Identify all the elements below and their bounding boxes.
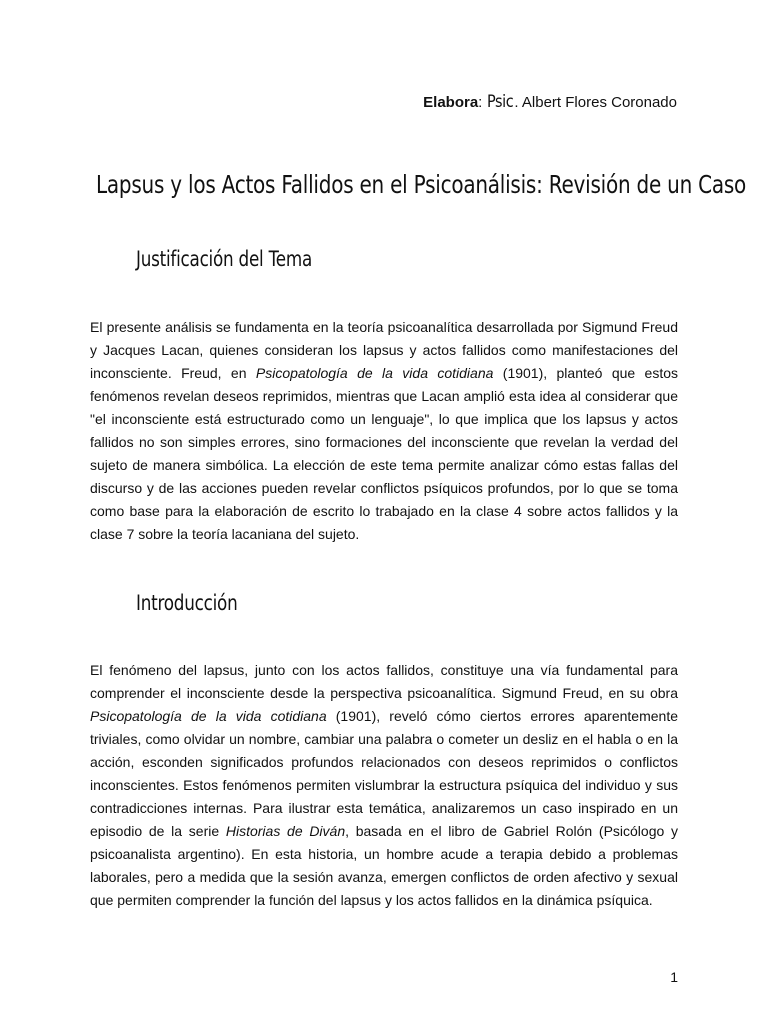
section-heading-introduccion: Introducción bbox=[136, 591, 238, 615]
author-name: . Albert Flores Coronado bbox=[514, 94, 677, 111]
document-title: Lapsus y los Actos Fallidos en el Psicoanálisis: Revisión de un Caso bbox=[96, 170, 747, 199]
book-title-italic: Psicopatología de la vida cotidiana bbox=[90, 708, 327, 724]
author-line bbox=[423, 91, 677, 114]
section-heading-justificacion: Justificación del Tema bbox=[136, 247, 313, 271]
paragraph-text: El presente análisis se fundamenta en la teoría psicoanalítica desarrollada por Sigmund Freud y Jacques Lacan, quienes consideran los lapsus y actos fallidos como manifestaciones del inconsciente. Freud, en bbox=[90, 319, 678, 381]
paragraph-text: , basada en el libro de Gabriel Rolón (Psicólogo y psicoanalista argentino). En esta historia, un hombre acude a terapia debido a problemas laborales, pero a medida que la sesión avanza, emergen conflictos de orden afectivo y sexual que permiten comprender la función del lapsus y los actos fallidos en la dinámica psíquica. bbox=[90, 823, 678, 908]
book-title-italic: Psicopatología de la vida cotidiana bbox=[255, 365, 494, 381]
paragraph-text: El fenómeno del lapsus, junto con los actos fallidos, constituye una vía fundamental para comprender el inconsciente desde la perspectiva psicoanalítica. Sigmund Freud, en su obra bbox=[90, 662, 678, 701]
paragraph-introduccion bbox=[90, 659, 678, 912]
page-number: 1 bbox=[670, 969, 678, 985]
paragraph-text: (1901), planteó que estos fenómenos revelan deseos reprimidos, mientras que Lacan amplió esta idea al considerar que "el inconsciente está estructurado como un lenguaje", lo que implica que los lapsus y actos fallidos no son simples errores, sino formaciones del inconsciente que revelan la verdad del sujeto de manera simbólica. La elección de este tema permite analizar cómo estas fallas del discurso y de las acciones pueden revelar conflictos psíquicos profundos, por lo que se toma como base para la elaboración de escrito lo trabajado en la clase 4 sobre actos fallidos y la clase 7 sobre la teoría lacaniana del sujeto. bbox=[90, 365, 679, 542]
author-colon: : bbox=[478, 94, 487, 111]
author-label: Elabora bbox=[423, 94, 479, 111]
paragraph-justificacion bbox=[90, 316, 678, 546]
paragraph-text: (1901), reveló cómo ciertos errores aparentemente triviales, como olvidar un nombre, cambiar una palabra o cometer un desliz en el habla o en la acción, esconden significados profundos relacionados con deseos reprimidos o conflictos inconscientes. Estos fenómenos permiten vislumbrar la estructura psíquica del individuo y sus contradicciones internas. Para ilustrar esta temática, analizaremos un caso inspirado en un episodio de la serie bbox=[90, 708, 678, 839]
series-title-italic: Historias de Diván bbox=[225, 823, 346, 839]
author-title-prefix: Psic bbox=[486, 92, 513, 112]
